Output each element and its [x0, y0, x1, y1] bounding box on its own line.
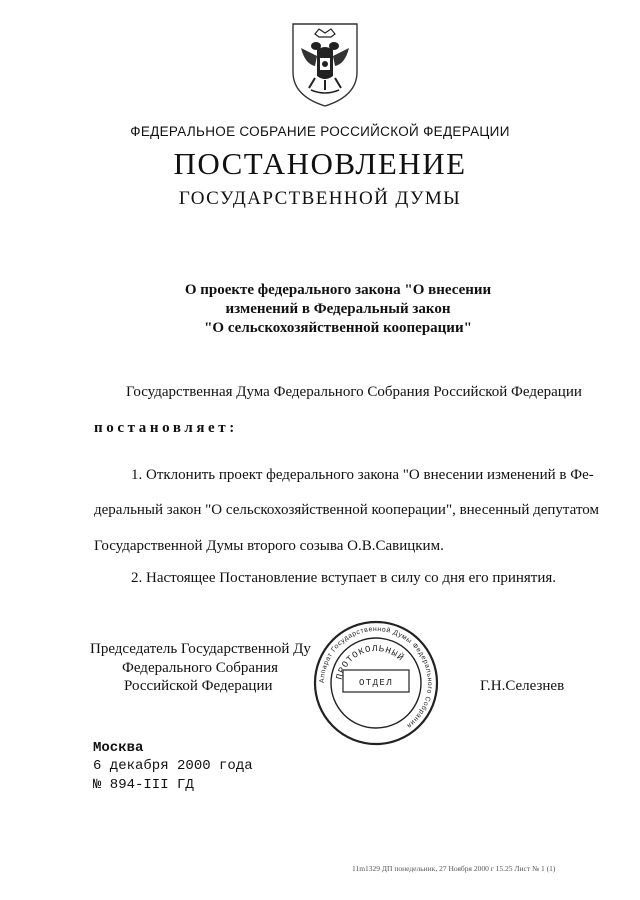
document-type-title: ПОСТАНОВЛЕНИЕ — [173, 146, 467, 181]
resolves-text: постановляет: — [94, 420, 238, 436]
signatory-position-line: Председатель Государственной Ду — [90, 641, 311, 657]
russian-coat-of-arms-icon — [289, 20, 361, 108]
fax-footer: 11m1329 ДП понедельник, 27 Ноября 2000 г 15.25 Лист № 1 (1) — [352, 864, 556, 873]
issuer-heading: ГОСУДАРСТВЕННОЙ ДУМЫ — [178, 188, 462, 209]
item-1-line: Государственной Думы второго созыва О.В.Савицким. — [94, 538, 444, 554]
item-2-text: 2. Настоящее Постановление вступает в силу со дня его принятия. — [131, 570, 557, 586]
signatory-name: Г.Н.Селезнев — [480, 678, 565, 694]
subject-line: О проекте федерального закона "О внесении — [184, 282, 492, 298]
item-1-line: деральный закон "О сельскохозяйственной кооперации", внесенный депутатом — [94, 502, 600, 518]
assembly-heading: ФЕДЕРАЛЬНОЕ СОБРАНИЕ РОССИЙСКОЙ ФЕДЕРАЦИИ — [130, 124, 510, 139]
seal-stamp — [313, 620, 439, 746]
document-number: № 894-III ГД — [93, 777, 194, 793]
seal-arc-text: ПРОТОКОЛЬНЫЙ — [334, 643, 406, 681]
place-of-adoption: Москва — [93, 740, 144, 756]
official-seal — [313, 620, 439, 746]
signatory-position-line: Российской Федерации — [124, 678, 273, 694]
item-1-line: 1. Отклонить проект федерального закона "О внесении изменений в Фе- — [131, 467, 594, 483]
seal-ring-text: Аппарат Государственной Думы Федерального Собрания — [318, 625, 434, 730]
subject-line: изменений в Федеральный закон — [225, 301, 451, 317]
subject-line: "О сельскохозяйственной кооперации" — [204, 320, 472, 336]
adoption-date: 6 декабря 2000 года — [93, 758, 253, 774]
signatory-position-line: Федерального Собрания — [122, 660, 279, 676]
state-emblem — [289, 20, 361, 108]
preamble-text: Государственная Дума Федерального Собрания Российской Федерации — [126, 384, 582, 400]
seal-center-text: ОТДЕЛ — [358, 678, 394, 688]
document-subject — [0, 281, 640, 338]
